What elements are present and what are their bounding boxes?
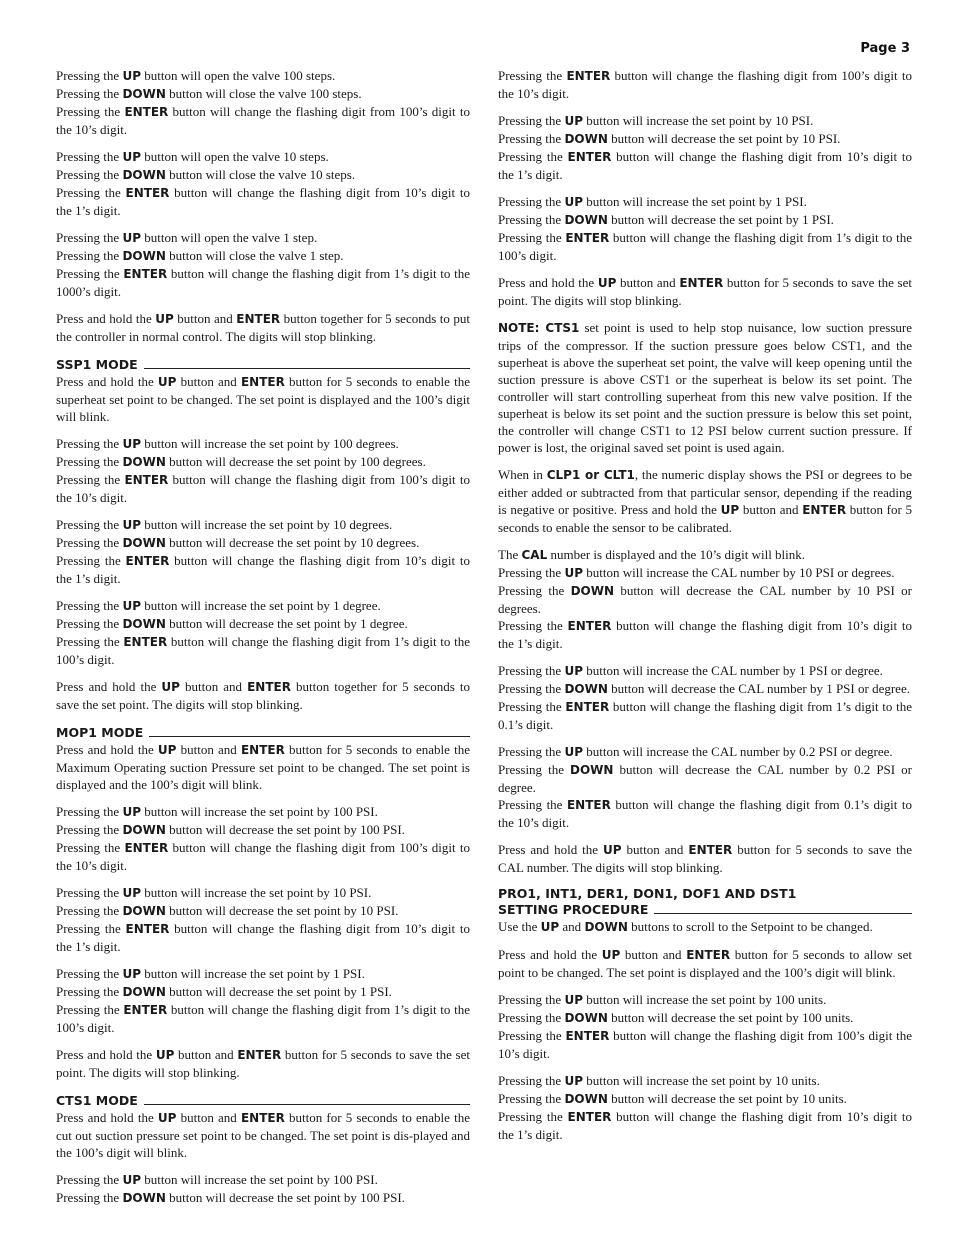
keyword: ENTER: [679, 276, 724, 290]
text-line: Pressing the DOWN button will decrease the set point by 1 PSI.: [498, 212, 834, 227]
text-line: Pressing the ENTER button will change the flashing digit from 10’s digit to the 1’s digit.: [498, 1109, 912, 1142]
paragraph: [56, 148, 470, 219]
text-line: Pressing the UP button will increase the set point by 100 degrees.: [56, 436, 399, 451]
heading-rule: [149, 736, 470, 737]
paragraph: [498, 466, 912, 536]
keyword: ENTER: [237, 1048, 282, 1062]
keyword: DOWN: [122, 168, 166, 182]
keyword: ENTER: [566, 69, 611, 83]
text-line: Pressing the UP button will increase the CAL number by 0.2 PSI or degree.: [498, 744, 893, 759]
text-line: Press and hold the UP button and ENTER button for 5 seconds to save the set point. The digits will stop blinking.: [56, 1047, 470, 1080]
keyword: DOWN: [122, 617, 166, 631]
keyword: ENTER: [123, 267, 168, 281]
keyword: DOWN: [122, 823, 166, 837]
paragraph: [498, 112, 912, 183]
keyword: UP: [122, 69, 141, 83]
text-line: Pressing the UP button will open the valve 1 step.: [56, 230, 318, 245]
heading-rule: [144, 368, 470, 369]
paragraph: [498, 841, 912, 876]
text-line: Press and hold the UP button and ENTER button for 5 seconds to save the CAL number. The digits will stop blinking.: [498, 842, 912, 875]
text-line: Press and hold the UP button and ENTER button for 5 seconds to save the set point. The digits will stop blinking.: [498, 275, 912, 308]
text-line: Pressing the DOWN button will close the valve 1 step.: [56, 248, 344, 263]
paragraph: [498, 67, 912, 102]
keyword: ENTER: [124, 105, 169, 119]
paragraph: [56, 741, 470, 793]
text-line: Pressing the DOWN button will close the valve 10 steps.: [56, 167, 356, 182]
text-line: Pressing the UP button will increase the set point by 100 units.: [498, 992, 827, 1007]
text-line: Pressing the DOWN button will decrease the set point by 100 degrees.: [56, 454, 426, 469]
text-line: Pressing the ENTER button will change the flashing digit from 0.1’s digit to the 10’s digit.: [498, 797, 912, 830]
heading-rule: [654, 913, 912, 914]
text-line: Press and hold the UP button and ENTER button for 5 seconds to enable the Maximum Operating suction Pressure set point to be changed. The set point is displayed and the 100’s digit will blink.: [56, 742, 470, 792]
keyword: ENTER: [240, 743, 285, 757]
paragraph: [56, 435, 470, 506]
heading-rule: [144, 1104, 470, 1105]
keyword: CLP1 or CLT1: [546, 468, 635, 482]
section-heading-cts1-mode: [56, 1093, 470, 1109]
text-line: Press and hold the UP button and ENTER button for 5 seconds to enable the cut out suction pressure set point to be changed. The set point is dis-played and the 100’s digit will blink.: [56, 1110, 470, 1160]
text-line: Pressing the ENTER button will change the flashing digit from 1’s digit to the 1000’s digit.: [56, 266, 470, 299]
keyword: NOTE: CTS1: [498, 321, 580, 335]
paragraph: [56, 597, 470, 668]
text-line: Pressing the UP button will increase the set point by 10 PSI.: [56, 885, 372, 900]
keyword: UP: [597, 276, 617, 290]
paragraph: [56, 803, 470, 874]
keyword: UP: [564, 664, 583, 678]
text-line: Pressing the UP button will increase the set point by 1 degree.: [56, 598, 381, 613]
keyword: UP: [564, 195, 583, 209]
keyword: DOWN: [564, 1092, 608, 1106]
left-column: [56, 67, 470, 1217]
keyword: DOWN: [564, 213, 608, 227]
keyword: UP: [564, 993, 583, 1007]
keyword: ENTER: [240, 1111, 285, 1125]
right-column: [498, 67, 912, 1153]
keyword: UP: [157, 1111, 177, 1125]
keyword: ENTER: [123, 635, 168, 649]
text-line: Pressing the DOWN button will decrease the set point by 1 PSI.: [56, 984, 392, 999]
text-line: Pressing the UP button will increase the set point by 10 degrees.: [56, 517, 393, 532]
keyword: UP: [122, 437, 141, 451]
keyword: DOWN: [564, 132, 608, 146]
keyword: DOWN: [570, 584, 615, 598]
keyword: UP: [564, 1074, 583, 1088]
text-line: Pressing the ENTER button will change the flashing digit from 10’s digit to the 1’s digit.: [498, 149, 912, 182]
text-line: Pressing the DOWN button will decrease the CAL number by 1 PSI or degree.: [498, 681, 910, 696]
keyword: UP: [564, 566, 583, 580]
keyword: ENTER: [565, 1029, 610, 1043]
keyword: DOWN: [122, 87, 166, 101]
paragraph: [56, 1046, 470, 1081]
keyword: ENTER: [686, 948, 731, 962]
text-line: Pressing the DOWN button will decrease the set point by 10 PSI.: [56, 903, 399, 918]
keyword: CAL: [521, 548, 548, 562]
paragraph: [56, 884, 470, 955]
keyword: UP: [601, 948, 621, 962]
text-line: Pressing the DOWN button will decrease the set point by 10 degrees.: [56, 535, 420, 550]
paragraph: [498, 546, 912, 652]
keyword: UP: [122, 886, 141, 900]
text-line: Pressing the ENTER button will change the flashing digit from 100’s digit the 10’s digit.: [498, 1028, 912, 1061]
keyword: UP: [720, 503, 740, 517]
page-number: Page 3: [860, 41, 910, 56]
text-line: Pressing the UP button will increase the set point by 10 PSI.: [498, 113, 814, 128]
keyword: DOWN: [564, 1011, 608, 1025]
paragraph: [56, 67, 470, 138]
text-line: Pressing the UP button will open the valve 100 steps.: [56, 68, 336, 83]
keyword: ENTER: [688, 843, 733, 857]
paragraph: [498, 193, 912, 264]
keyword: DOWN: [122, 455, 166, 469]
paragraph: [498, 946, 912, 981]
keyword: UP: [122, 967, 141, 981]
paragraph: [498, 662, 912, 733]
keyword: DOWN: [122, 985, 166, 999]
paragraph: [56, 678, 470, 713]
keyword: UP: [603, 843, 622, 857]
text-line: Press and hold the UP button and ENTER button together for 5 seconds to put the controller in normal control. The digits will stop blinking.: [56, 311, 470, 344]
keyword: DOWN: [570, 763, 614, 777]
paragraph: [498, 918, 912, 936]
keyword: ENTER: [124, 473, 169, 487]
keyword: ENTER: [236, 312, 281, 326]
keyword: ENTER: [125, 922, 170, 936]
paragraph: [56, 1171, 470, 1207]
text-line: Pressing the UP button will increase the set point by 100 PSI.: [56, 804, 378, 819]
text-line: Pressing the UP button will increase the set point by 100 PSI.: [56, 1172, 378, 1187]
keyword: ENTER: [240, 375, 285, 389]
section-heading-mop1-mode: [56, 725, 470, 741]
text-line: Pressing the UP button will increase the set point by 1 PSI.: [498, 194, 807, 209]
keyword: DOWN: [122, 536, 166, 550]
section-heading-setting-procedure: [498, 886, 912, 918]
paragraph: [498, 991, 912, 1062]
section-heading-text: PRO1, INT1, DER1, DON1, DOF1 AND DST1: [498, 886, 797, 901]
keyword: UP: [157, 743, 177, 757]
keyword: ENTER: [247, 680, 291, 694]
section-heading-ssp1-mode: [56, 357, 470, 373]
keyword: UP: [155, 312, 174, 326]
paragraph: [498, 1072, 912, 1143]
keyword: UP: [155, 1048, 175, 1062]
text-line: Pressing the ENTER button will change the flashing digit from 10’s digit to the 1’s digit.: [56, 921, 470, 954]
keyword: UP: [122, 805, 141, 819]
text-line: Press and hold the UP button and ENTER button for 5 seconds to allow set point to be changed. The set point is displayed and the 100’s digit will blink.: [498, 947, 912, 980]
keyword: ENTER: [124, 841, 169, 855]
paragraph: [56, 516, 470, 587]
keyword: ENTER: [125, 186, 170, 200]
text-line: Pressing the DOWN button will decrease the set point by 10 units.: [498, 1091, 847, 1106]
keyword: UP: [122, 150, 141, 164]
text-line: Pressing the ENTER button will change the flashing digit from 10’s digit to the 1’s digit.: [498, 618, 912, 651]
keyword: DOWN: [122, 249, 166, 263]
paragraph: [56, 1109, 470, 1161]
text-line: Pressing the UP button will increase the set point by 1 PSI.: [56, 966, 365, 981]
text-line: When in CLP1 or CLT1, the numeric display shows the PSI or degrees to be either added or subtracted from that particular sensor, depending if the reading is negative or positive. Press and hold the UP button and ENTER button for 5 seconds to enable the sensor to be calibrated.: [498, 467, 912, 535]
text-line: Pressing the ENTER button will change the flashing digit from 1’s digit to the 100’s digit.: [56, 1002, 470, 1035]
text-line: Pressing the ENTER button will change the flashing digit from 10’s digit to the 1’s digit.: [56, 185, 470, 218]
section-heading-text: SETTING PROCEDURE: [498, 902, 649, 917]
text-line: Pressing the DOWN button will decrease the set point by 10 PSI.: [498, 131, 841, 146]
keyword: ENTER: [123, 1003, 168, 1017]
keyword: UP: [122, 599, 141, 613]
keyword: ENTER: [565, 231, 610, 245]
keyword: ENTER: [802, 503, 847, 517]
keyword: UP: [564, 114, 583, 128]
section-heading-text: SSP1 MODE: [56, 357, 138, 372]
paragraph: [56, 229, 470, 300]
keyword: ENTER: [567, 619, 612, 633]
text-line: Pressing the DOWN button will decrease the set point by 100 PSI.: [56, 1190, 405, 1205]
keyword: UP: [122, 1173, 141, 1187]
text-line: Pressing the DOWN button will decrease the set point by 100 units.: [498, 1010, 854, 1025]
text-line: Pressing the UP button will increase the set point by 10 units.: [498, 1073, 820, 1088]
paragraph: [498, 319, 912, 456]
section-heading-text: MOP1 MODE: [56, 725, 144, 740]
text-line: Pressing the ENTER button will change the flashing digit from 100’s digit to the 10’s digit.: [56, 840, 470, 873]
text-line: Press and hold the UP button and ENTER button together for 5 seconds to save the set point. The digits will stop blinking.: [56, 679, 470, 712]
text-line: Pressing the DOWN button will decrease the CAL number by 10 PSI or degrees.: [498, 583, 912, 616]
paragraph: [498, 274, 912, 309]
keyword: ENTER: [567, 150, 612, 164]
text-line: Pressing the ENTER button will change the flashing digit from 10’s digit to the 1’s digit.: [56, 553, 470, 586]
text-line: Pressing the UP button will increase the CAL number by 10 PSI or degrees.: [498, 565, 895, 580]
keyword: ENTER: [125, 554, 170, 568]
keyword: DOWN: [584, 920, 628, 934]
text-line: Press and hold the UP button and ENTER button for 5 seconds to enable the superheat set point to be changed. The set point is displayed and the 100’s digit will blink.: [56, 374, 470, 424]
section-heading-row: [498, 902, 912, 918]
keyword: ENTER: [566, 798, 611, 812]
keyword: DOWN: [122, 904, 166, 918]
text-line: Pressing the ENTER button will change the flashing digit from 1’s digit to the 100’s digit.: [56, 634, 470, 667]
text-line: Pressing the ENTER button will change the flashing digit from 100’s digit to the 10’s digit.: [56, 472, 470, 505]
keyword: UP: [564, 745, 583, 759]
text-line: Pressing the ENTER button will change the flashing digit from 100’s digit to the 10’s digit.: [498, 68, 912, 101]
text-line: Pressing the DOWN button will decrease the set point by 1 degree.: [56, 616, 408, 631]
text-line: Pressing the DOWN button will decrease the CAL number by 0.2 PSI or degree.: [498, 762, 912, 795]
text-line: Pressing the UP button will open the valve 10 steps.: [56, 149, 329, 164]
keyword: UP: [157, 375, 177, 389]
text-line: Pressing the DOWN button will decrease the set point by 100 PSI.: [56, 822, 405, 837]
keyword: UP: [161, 680, 180, 694]
text-line: Pressing the UP button will increase the CAL number by 1 PSI or degree.: [498, 663, 883, 678]
text-line: Use the UP and DOWN buttons to scroll to the Setpoint to be changed.: [498, 919, 873, 934]
keyword: UP: [122, 231, 141, 245]
text-line: The CAL number is displayed and the 10’s digit will blink.: [498, 547, 806, 562]
paragraph: [56, 310, 470, 345]
section-heading-text: CTS1 MODE: [56, 1093, 138, 1108]
text-line: Pressing the ENTER button will change the flashing digit from 1’s digit to the 0.1’s digit.: [498, 699, 912, 732]
keyword: DOWN: [564, 682, 608, 696]
text-line: Pressing the ENTER button will change the flashing digit from 1’s digit to the 100’s digit.: [498, 230, 912, 263]
text-line: Pressing the DOWN button will close the valve 100 steps.: [56, 86, 362, 101]
text-line: NOTE: CTS1 set point is used to help stop nuisance, low suction pressure trips of the compressor. If the suction pressure goes below CST1, and the superheat is above the superheat set point, the valve will keep opening until the suction pressure is above CST1 or the superheat is below its set point. The controller will start controlling superheat from this new valve position. If the superheat is below its set point and the suction pressure is below this set point, the controller will change CST1 to 12 PSI below current suction pressure. If power is lost, the original saved set point is used again.: [498, 320, 912, 455]
paragraph: [56, 965, 470, 1036]
text-line: Pressing the ENTER button will change the flashing digit from 100’s digit to the 10’s digit.: [56, 104, 470, 137]
keyword: UP: [540, 920, 560, 934]
paragraph: [56, 373, 470, 425]
keyword: ENTER: [565, 700, 610, 714]
keyword: UP: [122, 518, 141, 532]
keyword: ENTER: [567, 1110, 612, 1124]
keyword: DOWN: [122, 1191, 166, 1205]
paragraph: [498, 743, 912, 831]
